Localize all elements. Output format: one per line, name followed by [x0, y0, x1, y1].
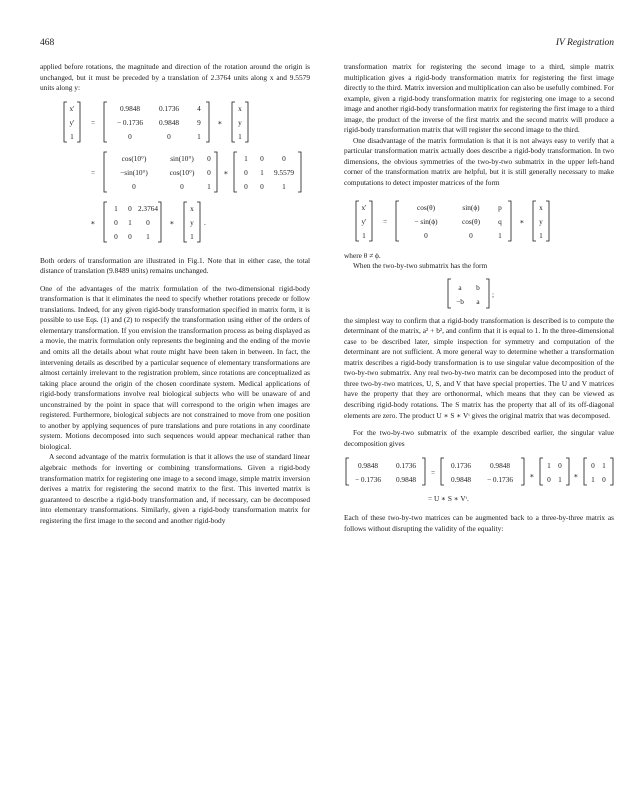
- eq5-m-22: a: [476, 296, 480, 306]
- eq3-t-33: 1: [146, 231, 150, 241]
- equation-1-svg: [40, 100, 310, 144]
- eq6-star-1: ∗: [529, 471, 535, 481]
- eq6-s-21: 0: [547, 475, 551, 485]
- eq2-r-13: 0: [207, 153, 211, 163]
- eq4-m-33: 1: [498, 230, 502, 240]
- eq1-m-11: 0.9848: [119, 103, 141, 113]
- eq2-t-22: 1: [260, 167, 264, 177]
- eq2-equals: =: [90, 167, 96, 177]
- eq2-t-32: 0: [260, 181, 264, 191]
- left-column: [40, 62, 310, 526]
- eq6-equals: =: [430, 468, 436, 478]
- eq4-m-31: 0: [424, 230, 428, 240]
- eq1-m-23: 9: [197, 117, 201, 127]
- eq4-v-1: x: [539, 202, 543, 212]
- eq3-end: .: [204, 217, 206, 227]
- eq1-v-3: 1: [238, 131, 242, 141]
- equation-5-svg: [344, 276, 614, 310]
- eq4-lhs-3: 1: [362, 230, 366, 240]
- equation-3-svg: [40, 200, 310, 244]
- equation-2-svg: [40, 150, 310, 194]
- eq2-r-33: 1: [207, 181, 211, 191]
- eq4-lhs-2: y': [361, 216, 367, 226]
- eq6-u-12: 0.9848: [489, 461, 511, 471]
- eq6-u-21: 0.9848: [450, 475, 472, 485]
- eq2-t-13: 0: [282, 153, 286, 163]
- left-paragraph-4: A second advantage of the matrix formulation is that it allows the use of standard linear algebraic methods for inverting or combining transformations. Given a rigid-body transformation matrix for registering one image to a second image, simple matrix inversion derives a matrix for registering the second matrix to the first. This inverted matrix is guaranteed to describe a rigid-body transformation and, if necessary, can be decomposed into elementary transformations. Similarly, given a rigid-body transformation matrix for registering the first image to the second and another rigid-body: [40, 452, 310, 525]
- eq2-r-23: 0: [207, 167, 211, 177]
- eq1-lhs-1: x': [69, 103, 75, 113]
- eq2-r-12: sin(10°): [170, 153, 194, 163]
- eq6-s-22: 1: [558, 475, 562, 485]
- eq4-equals: =: [382, 216, 388, 226]
- eq1-m-21: − 0.1736: [116, 117, 144, 127]
- eq1-m-32: 0: [167, 131, 171, 141]
- eq2-r-22: cos(10°): [169, 167, 195, 177]
- eq3-t-31: 0: [114, 231, 118, 241]
- equation-4: [344, 197, 614, 245]
- eq6-result: = U ∗ S ∗ Vᵗ.: [428, 494, 469, 504]
- right-paragraph-3: When the two-by-two submatrix has the form: [353, 261, 488, 271]
- right-paragraph-5: For the two-by-two submatrix of the example described earlier, the singular value decomposition gives: [344, 428, 614, 448]
- eq4-m-23: q: [498, 216, 502, 226]
- eq2-t-23: 9.5579: [273, 167, 295, 177]
- eq3-t-23: 0: [146, 217, 150, 227]
- eq4-v-3: 1: [539, 230, 543, 240]
- eq2-t-33: 1: [282, 181, 286, 191]
- eq1-v-1: x: [238, 103, 242, 113]
- eq2-r-11: cos(10°): [121, 153, 147, 163]
- eq4-m-12: sin(ϕ): [462, 202, 480, 212]
- eq4-m-11: cos(θ): [416, 202, 436, 212]
- right-paragraph-2: One disadvantage of the matrix formulation is that it is not always easy to verify that a particular transformation matrix actually does describe a rigid-body transformation. In two dimensions, the obvious symmetries of the two-by-two submatrix in the upper left-hand corner of the transformation matrix are helpful, but it is still generally necessary to make computations to detect imposter matrices of the form: [344, 135, 614, 188]
- eq3-t-21: 0: [114, 217, 118, 227]
- eq2-t-12: 0: [260, 153, 264, 163]
- equation-6-svg: [344, 455, 614, 505]
- equation-3: [40, 200, 310, 244]
- eq4-m-32: 0: [469, 230, 473, 240]
- eq1-star: ∗: [217, 117, 223, 127]
- eq6-vt-21: 1: [591, 475, 595, 485]
- eq2-star: ∗: [223, 167, 229, 177]
- eq6-a-21: − 0.1736: [354, 475, 382, 485]
- left-paragraph-1: applied before rotations, the magnitude and direction of the rotation around the origin is unchanged, but it must be preceded by a translation of 2.3764 units along x and 9.5579 units along y:: [40, 62, 310, 93]
- eq4-m-22: cos(θ): [461, 216, 481, 226]
- right-paragraph-1: transformation matrix for registering the second image to a third, simple matrix multiplication gives a rigid-body transformation matrix for registering the first image directly to the third. Matrix inversion and multiplication can also be usefully combined. For example, given a rigid-body transformation matrix for registering one image to a second image and another rigid-body transformation matrix for registering the first image to a third image, the product of the inverse of the first matrix and the second matrix will produce a rigid-body transformation matrix that will register the second image to the third.: [344, 62, 614, 135]
- eq6-star-2: ∗: [573, 471, 579, 481]
- eq1-m-33: 1: [197, 131, 201, 141]
- page-number: 468: [40, 38, 55, 48]
- eq3-t-11: 1: [114, 203, 118, 213]
- right-column: [344, 62, 614, 534]
- equation-5: [344, 276, 614, 310]
- page-header: [40, 38, 614, 52]
- eq2-r-21: −sin(10°): [120, 167, 148, 177]
- equation-4-svg: [344, 197, 614, 245]
- eq4-m-13: p: [498, 202, 502, 212]
- eq5-m-11: a: [458, 282, 462, 292]
- eq1-m-12: 0.1736: [158, 103, 180, 113]
- eq1-lhs-3: 1: [70, 131, 74, 141]
- eq6-a-12: 0.1736: [395, 461, 417, 471]
- eq3-t-12: 0: [128, 203, 132, 213]
- eq3-t-13: 2.3764: [137, 203, 159, 213]
- eq3-star-2: ∗: [169, 217, 175, 227]
- eq4-v-2: y: [539, 216, 543, 226]
- eq3-v-1: x: [190, 203, 194, 213]
- eq3-v-3: 1: [190, 231, 194, 241]
- eq1-lhs-2: y': [69, 117, 75, 127]
- where-clause: where θ ≠ ϕ.: [344, 250, 381, 260]
- eq3-star-1: ∗: [90, 217, 96, 227]
- eq6-a-22: 0.9848: [395, 475, 417, 485]
- running-head: IV Registration: [555, 38, 614, 48]
- eq3-v-2: y: [190, 217, 194, 227]
- eq2-r-32: 0: [180, 181, 184, 191]
- eq5-m-21: −b: [456, 296, 464, 306]
- eq4-lhs-1: x': [361, 202, 367, 212]
- eq1-m-31: 0: [128, 131, 132, 141]
- left-paragraph-3: One of the advantages of the matrix formulation of the two-dimensional rigid-body transformation is that it eliminates the need to specify whether rotations precede or follow translations. Indeed, for any given rigid-body transformation specified in matrix form, it is possible to use Eqs. (1) and (2) to respecify the transformation using either of the orders of elementary transformation. If you envision the transformation process as being displayed as a movie, the matrix formulation only represents the beginning and the ending of the movie and omits all the details about what route might have been taken in between. In fact, the intervening details as described by a particular sequence of elementary transformations are almost certainly irrelevant to the registration problem, since rotations are conceptualized as taking place around the origin of the chosen coordinate system. Medical applications of rigid-body transformations involve real biological subjects who will be unaware of and unconstrained by the point in space that will correspond to the origin when images are registered. Furthermore, biological subjects are not constrained to move from one position to another by applying sequences of pure translations and pure rotations in any coordinate system. Motions decomposed into such sequences would appear mechanical rather than biological.: [40, 283, 310, 451]
- equation-2: [40, 150, 310, 194]
- eq1-m-22: 0.9848: [158, 117, 180, 127]
- eq6-vt-11: 0: [591, 461, 595, 471]
- eq4-m-21: − sin(ϕ): [414, 216, 438, 226]
- eq6-a-11: 0.9848: [357, 461, 379, 471]
- eq5-m-12: b: [476, 282, 480, 292]
- eq2-t-31: 0: [244, 181, 248, 191]
- eq1-m-13: 4: [197, 103, 201, 113]
- eq3-t-32: 0: [128, 231, 132, 241]
- equation-1: [40, 100, 310, 144]
- eq6-u-22: − 0.1736: [486, 475, 514, 485]
- eq6-vt-12: 1: [602, 461, 606, 471]
- eq3-t-22: 1: [128, 217, 132, 227]
- eq6-u-11: 0.1736: [450, 461, 472, 471]
- right-paragraph-4: the simplest way to confirm that a rigid-body transformation is described is to compute the determinant of the matrix, a² + b², and confirm that it is equal to 1. In the three-dimensional case to be described later, simple inspection for symmetry and computation of the determinant are not sufficient. A more general way to determine whether a transformation matrix describes a rigid-body transformation is to use singular value decomposition of the two-by-two submatrix. Any real two-by-two matrix can be decomposed into the product of three two-by-two matrices, U, S, and V that have special properties. The U and V matrices have the property that they are orthonormal, which means that they can be viewed as describing rigid-body rotations. The S matrix has the property that all of its off-diagonal elements are zero. The product U ∗ S ∗ Vᵗ gives the original matrix that was decomposed.: [344, 315, 614, 420]
- eq4-star: ∗: [519, 216, 525, 226]
- eq6-s-11: 1: [547, 461, 551, 471]
- eq2-r-31: 0: [132, 181, 136, 191]
- right-paragraph-6: Each of these two-by-two matrices can be augmented back to a three-by-three matrix as follows without disrupting the validity of the equality:: [344, 513, 614, 533]
- eq1-v-2: y: [238, 117, 242, 127]
- eq5-end: ;: [492, 289, 495, 299]
- eq6-vt-22: 0: [602, 475, 606, 485]
- eq1-equals: =: [90, 117, 96, 127]
- eq2-t-21: 0: [244, 167, 248, 177]
- equation-6: [344, 455, 614, 505]
- eq2-t-11: 1: [244, 153, 248, 163]
- left-paragraph-2: Both orders of transformation are illustrated in Fig.1. Note that in either case, the total distance of translation (9.8489 units) remains unchanged.: [40, 255, 310, 276]
- eq6-s-12: 0: [558, 461, 562, 471]
